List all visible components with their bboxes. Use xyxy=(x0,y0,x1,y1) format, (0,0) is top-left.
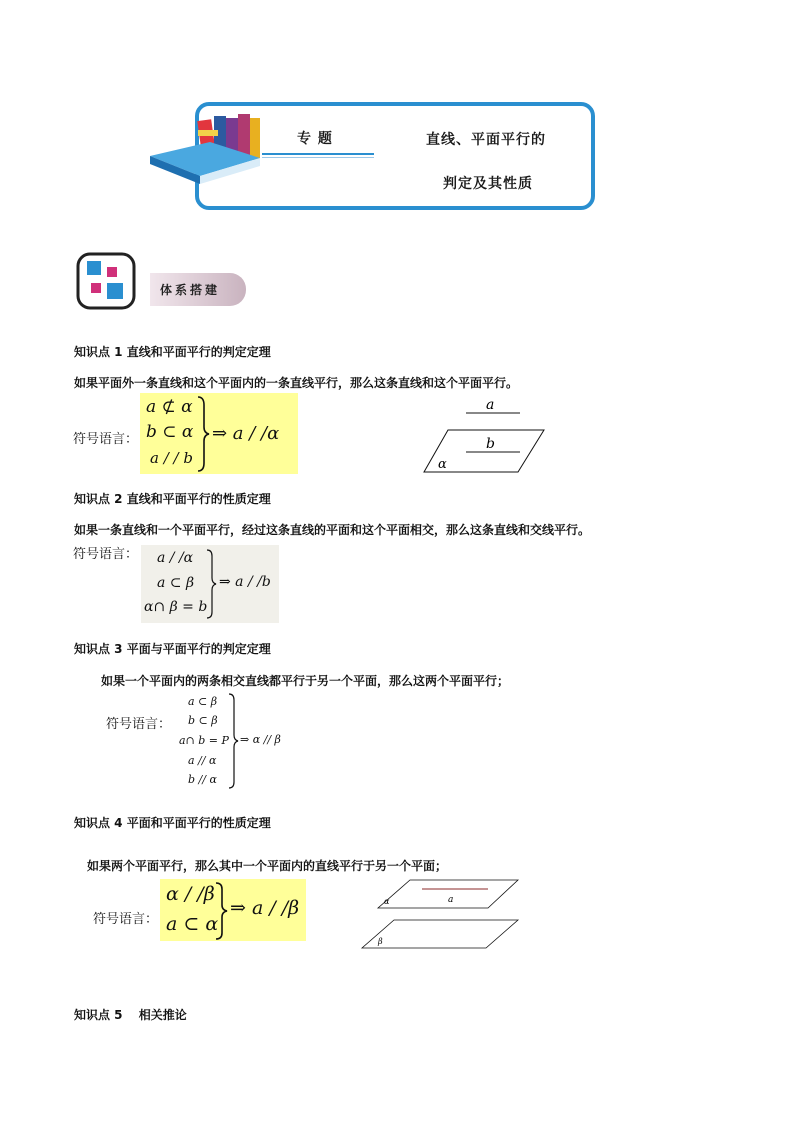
kp1-symbol-label: 符号语言： xyxy=(73,432,139,447)
header-topic-label: 专 题 xyxy=(297,131,333,147)
kp1-line2: b ⊂ α xyxy=(146,422,194,442)
section-tag-label: 体系搭建 xyxy=(160,283,221,297)
kp2-line1: a / /α xyxy=(157,550,194,566)
kp2-result: ⇒ a / /b xyxy=(219,574,271,590)
kp4-text: 如果两个平面平行，那么其中一个平面内的直线平行于另一个平面； xyxy=(87,859,448,873)
header-underline-thin xyxy=(262,157,374,158)
kp2-symbol-label: 符号语言： xyxy=(73,547,139,562)
kp1-result: ⇒ a / /α xyxy=(212,423,280,444)
books-icon xyxy=(140,108,270,188)
section-squares-icon xyxy=(76,252,138,310)
kp3-result: ⇒ α // β xyxy=(240,733,281,746)
kp4-figure xyxy=(360,878,522,950)
kp1-figure xyxy=(420,392,550,474)
kp4-result: ⇒ a / /β xyxy=(230,897,300,919)
kp5-title: 知识点 5 相关推论 xyxy=(74,1008,187,1022)
kp2-title: 知识点 2 直线和平面平行的性质定理 xyxy=(74,492,271,506)
kp1-formula-box xyxy=(140,393,298,474)
kp2-line3: α∩ β = b xyxy=(144,599,208,615)
kp1-fig-b: b xyxy=(486,436,495,452)
kp2-formula-box xyxy=(141,545,279,623)
kp3-brace xyxy=(227,692,239,790)
header-title-line2: 判定及其性质 xyxy=(443,176,533,192)
kp2-brace xyxy=(205,548,217,620)
kp1-title: 知识点 1 直线和平面平行的判定定理 xyxy=(74,345,271,359)
kp3-symbol-label: 符号语言： xyxy=(106,717,172,732)
kp4-fig-alpha: α xyxy=(384,897,390,906)
kp3-line5: b // α xyxy=(188,773,217,786)
kp3-title: 知识点 3 平面与平面平行的判定定理 xyxy=(74,642,271,656)
kp4-formula-box xyxy=(160,879,306,941)
kp1-line3: a / / b xyxy=(150,449,193,467)
kp2-text: 如果一条直线和一个平面平行，经过这条直线的平面和这个平面相交，那么这条直线和交线平行。 xyxy=(74,523,591,537)
kp1-fig-alpha: α xyxy=(438,457,447,472)
kp1-text: 如果平面外一条直线和这个平面内的一条直线平行，那么这条直线和这个平面平行。 xyxy=(74,376,519,390)
kp3-line4: a // α xyxy=(188,754,217,767)
kp3-line1: a ⊂ β xyxy=(188,695,218,708)
kp4-symbol-label: 符号语言： xyxy=(93,912,159,927)
kp4-line2: a ⊂ α xyxy=(166,913,219,935)
kp4-fig-beta: β xyxy=(378,937,383,946)
section-tag xyxy=(150,273,246,306)
kp3-line2: b ⊂ β xyxy=(188,714,218,727)
kp3-text: 如果一个平面内的两条相交直线都平行于另一个平面，那么这两个平面平行； xyxy=(101,674,510,688)
kp4-line1: α / /β xyxy=(166,883,215,905)
kp2-line2: a ⊂ β xyxy=(157,575,195,591)
kp1-line1: a ⊄ α xyxy=(146,397,193,417)
kp1-fig-a: a xyxy=(486,397,495,413)
header-underline xyxy=(262,153,374,155)
header-title-line1: 直线、平面平行的 xyxy=(426,132,546,148)
kp4-title: 知识点 4 平面和平面平行的性质定理 xyxy=(74,816,271,830)
kp3-line3: a∩ b = P xyxy=(179,734,229,747)
kp1-brace xyxy=(196,395,210,473)
kp4-fig-a: a xyxy=(448,895,454,905)
kp4-brace xyxy=(214,881,228,941)
